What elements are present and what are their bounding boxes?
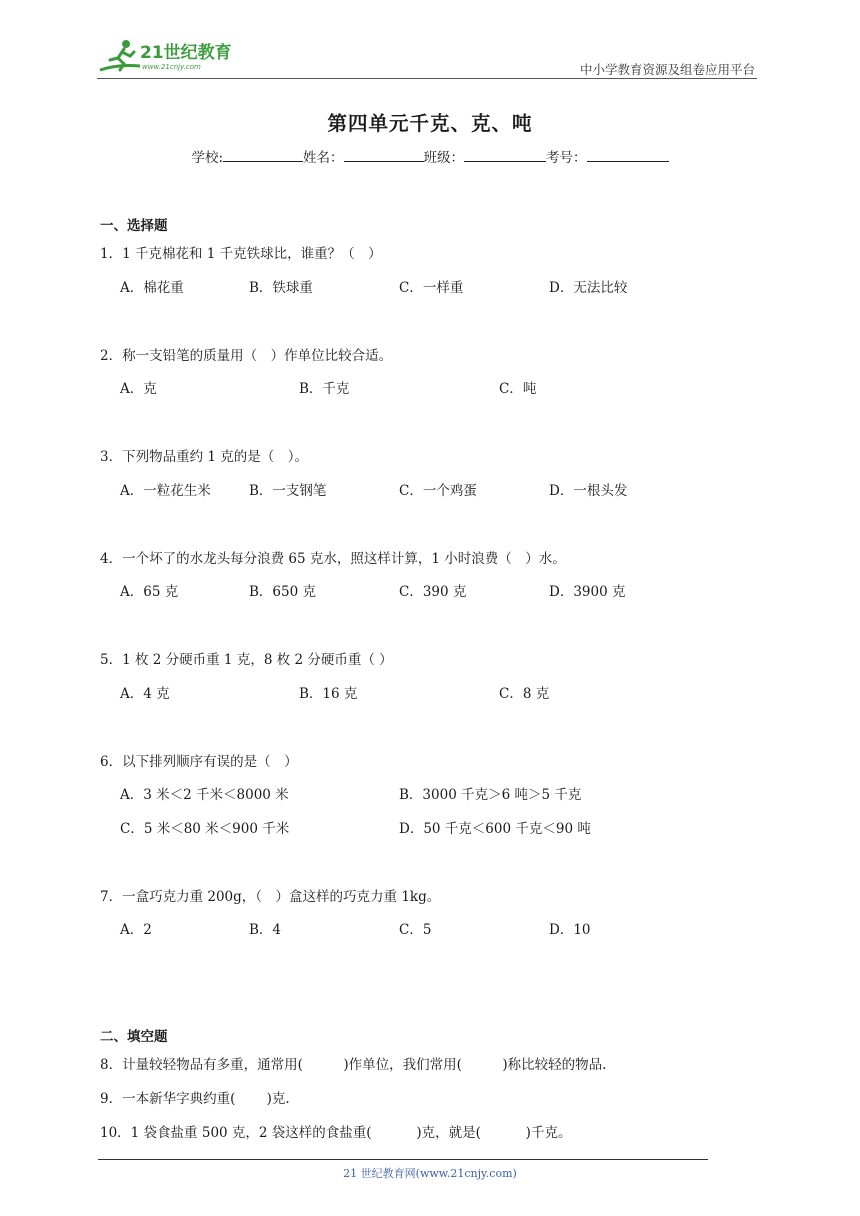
option-b[interactable]: B．4 — [249, 922, 282, 938]
option-a[interactable]: A．3 米＜2 千米＜8000 米 — [120, 787, 289, 803]
option-b[interactable]: B．3000 千克＞6 吨＞5 千克 — [399, 787, 582, 803]
logo-url: www.21cnjy.com — [142, 63, 201, 71]
option-d[interactable]: D．一根头发 — [549, 483, 628, 499]
logo-text: 21世纪教育 — [140, 43, 232, 63]
runner-logo-icon — [96, 36, 266, 78]
question-text: 4．一个坏了的水龙头每分浪费 65 克水，照这样计算，1 小时浪费（ ）水。 — [100, 551, 566, 567]
option-c[interactable]: C．8 克 — [499, 686, 550, 702]
option-a[interactable]: A．65 克 — [120, 584, 179, 600]
school-blank[interactable] — [223, 148, 303, 162]
question-text: 2．称一支铅笔的质量用（ ）作单位比较合适。 — [100, 348, 393, 364]
school-label: 学校: — [191, 150, 224, 166]
option-a[interactable]: A．一粒花生米 — [120, 483, 211, 499]
section-heading-fill: 二、填空题 — [100, 1029, 168, 1045]
name-label: 姓名： — [303, 150, 344, 166]
exam-no-label: 考号： — [546, 150, 587, 166]
question-text: 5．1 枚 2 分硬币重 1 克，8 枚 2 分硬币重（ ） — [100, 652, 393, 668]
option-a[interactable]: A．克 — [120, 381, 157, 397]
student-info-row — [0, 146, 860, 166]
option-c[interactable]: C．390 克 — [399, 584, 467, 600]
question-text: 6．以下排列顺序有误的是（ ） — [100, 754, 298, 770]
question-text: 7．一盒巧克力重 200g，（ ）盒这样的巧克力重 1kg。 — [100, 889, 441, 905]
option-b[interactable]: B．650 克 — [249, 584, 316, 600]
option-c[interactable]: C．一个鸡蛋 — [399, 483, 477, 499]
option-b[interactable]: B．16 克 — [299, 686, 358, 702]
name-blank[interactable] — [344, 148, 424, 162]
option-d[interactable]: D．3900 克 — [549, 584, 626, 600]
option-d[interactable]: D．10 — [549, 922, 591, 938]
section-heading-choice: 一、选择题 — [100, 218, 168, 234]
option-d[interactable]: D．无法比较 — [549, 280, 628, 296]
option-d[interactable]: D．50 千克＜600 千克＜90 吨 — [399, 821, 591, 837]
option-b[interactable]: B．一支钢笔 — [249, 483, 327, 499]
option-a[interactable]: A．棉花重 — [120, 280, 184, 296]
option-b[interactable]: B．千克 — [299, 381, 350, 397]
site-logo — [96, 36, 266, 78]
fill-question-9: 9．一本新华字典约重( )克. — [100, 1091, 290, 1107]
exam-no-blank[interactable] — [587, 148, 669, 162]
question-text: 3．下列物品重约 1 克的是（ ）。 — [100, 449, 309, 465]
option-c[interactable]: C．5 米＜80 米＜900 千米 — [120, 821, 290, 837]
header-divider — [97, 78, 757, 79]
option-a[interactable]: A．4 克 — [120, 686, 170, 702]
footer-divider — [98, 1159, 708, 1160]
question-text: 1．1 千克棉花和 1 千克铁球比，谁重？（ ） — [100, 246, 382, 262]
page-title: 第四单元千克、克、吨 — [327, 112, 533, 135]
header-platform-text: 中小学教育资源及组卷应用平台 — [579, 62, 755, 77]
fill-question-8: 8．计量较轻物品有多重，通常用( )作单位，我们常用( )称比较轻的物品. — [100, 1057, 607, 1073]
fill-question-10: 10．1 袋食盐重 500 克，2 袋这样的食盐重( )克，就是( )千克。 — [100, 1125, 572, 1141]
option-a[interactable]: A．2 — [120, 922, 152, 938]
option-b[interactable]: B．铁球重 — [249, 280, 313, 296]
footer-link[interactable]: 21 世纪教育网(www.21cnjy.com) — [343, 1167, 517, 1180]
class-blank[interactable] — [464, 148, 546, 162]
option-c[interactable]: C．5 — [399, 922, 432, 938]
option-c[interactable]: C．一样重 — [399, 280, 464, 296]
option-c[interactable]: C．吨 — [499, 381, 537, 397]
class-label: 班级： — [423, 150, 465, 166]
